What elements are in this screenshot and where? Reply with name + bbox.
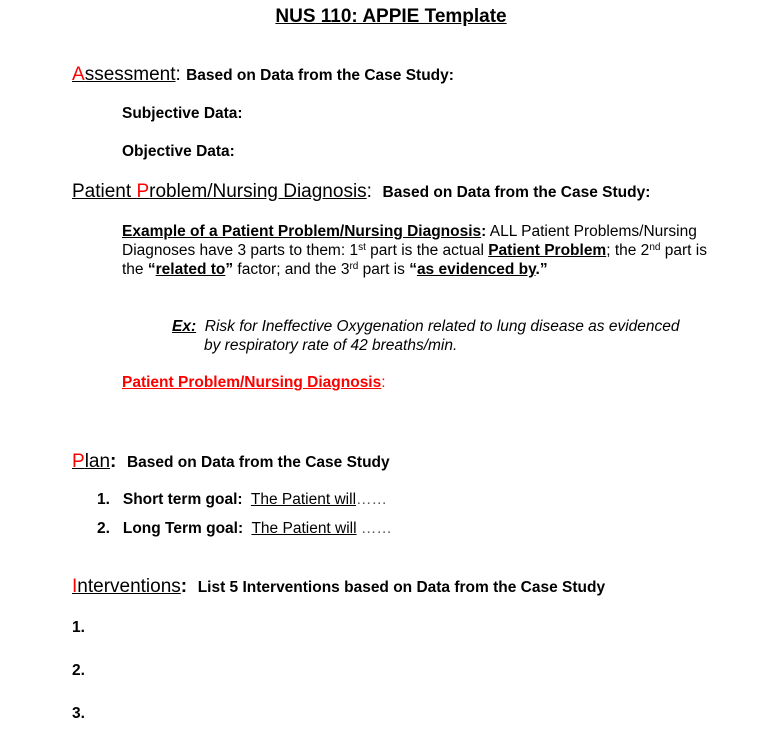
assessment-initial: A <box>72 64 85 85</box>
assessment-heading <box>72 64 454 86</box>
red-diagnosis-label-row <box>122 374 386 392</box>
example-diagnosis <box>172 317 732 355</box>
plan-word: lan <box>84 451 111 472</box>
example-text-2: part is the actual <box>365 242 489 259</box>
short-term-goal-row <box>97 490 387 509</box>
ex-line-1: Risk for Ineffective Oxygenation related to lung disease as evidenced <box>204 318 680 335</box>
goal-number: 1. <box>97 491 110 508</box>
subjective-data-label: Subjective Data: <box>122 105 243 122</box>
long-term-goal-label: Long Term goal: <box>122 520 244 537</box>
example-text-7: .” <box>535 261 548 278</box>
example-heading: Example of a Patient Problem/Nursing Diagnosis <box>122 223 482 240</box>
red-diagnosis-label: Patient Problem/Nursing Diagnosis <box>122 374 382 391</box>
intervention-item-2: 2. <box>72 662 85 679</box>
plan-colon: : <box>110 451 117 472</box>
objective-data-label: Objective Data: <box>122 143 235 160</box>
interventions-subtitle: List 5 Interventions based on Data from the Case Study <box>197 579 606 596</box>
example-text-4: part is the <box>122 242 707 278</box>
intervention-item-1: 1. <box>72 619 85 636</box>
plan-heading <box>72 451 390 473</box>
assessment-subtitle: Based on Data from the Case Study: <box>186 67 454 84</box>
quote-close: ” <box>225 261 234 278</box>
intervention-item-3: 3. <box>72 705 85 722</box>
long-term-goal-row <box>97 519 392 538</box>
sup-3: rd <box>349 261 359 272</box>
interventions-colon: : <box>180 576 188 597</box>
red-diagnosis-colon: : <box>381 374 386 391</box>
ex-line-2: by respiratory rate of 42 breaths/min. <box>204 337 458 354</box>
example-text-3: ; the 2 <box>606 242 650 259</box>
problem-head-before: Patient <box>72 181 137 202</box>
problem-head-after: roblem/Nursing Diagnosis <box>149 181 367 202</box>
assessment-colon: : <box>175 64 181 85</box>
goal-number: 2. <box>97 520 110 537</box>
plan-initial: P <box>72 451 85 472</box>
interventions-initial: I <box>72 576 78 597</box>
example-text-5: factor; and the 3 <box>233 261 350 278</box>
patient-problem-term: Patient Problem <box>488 242 607 259</box>
short-term-goal-label: Short term goal: <box>122 491 243 508</box>
sup-1: st <box>358 242 366 253</box>
problem-colon: : <box>366 181 372 202</box>
short-term-goal-value: The Patient will <box>250 491 357 508</box>
example-text-6: part is <box>358 261 410 278</box>
quote-open: “ <box>147 261 156 278</box>
quote-open-2: “ <box>409 261 417 278</box>
example-text-1: ALL Patient Problems/Nursing Diagnoses have 3 parts to them: 1 <box>122 223 697 259</box>
problem-subtitle: Based on Data from the Case Study: <box>382 184 651 201</box>
page-title: NUS 110: APPIE Template <box>275 6 507 27</box>
problem-initial: P <box>136 181 150 202</box>
diagnosis-example-paragraph <box>122 222 722 279</box>
long-term-goal-dots: …… <box>356 520 392 537</box>
example-colon: : <box>481 223 487 240</box>
problem-heading <box>72 181 650 203</box>
related-to-term: related to <box>155 261 226 278</box>
ex-label: Ex: <box>172 318 197 335</box>
short-term-goal-dots: …… <box>356 491 388 508</box>
as-evidenced-by-term: as evidenced by <box>416 261 536 278</box>
interventions-word: nterventions <box>77 576 181 597</box>
sup-2: nd <box>649 242 661 253</box>
plan-subtitle: Based on Data from the Case Study <box>126 454 390 471</box>
interventions-heading <box>72 576 605 598</box>
assessment-word: ssessment <box>84 64 176 85</box>
long-term-goal-value: The Patient will <box>251 520 357 537</box>
